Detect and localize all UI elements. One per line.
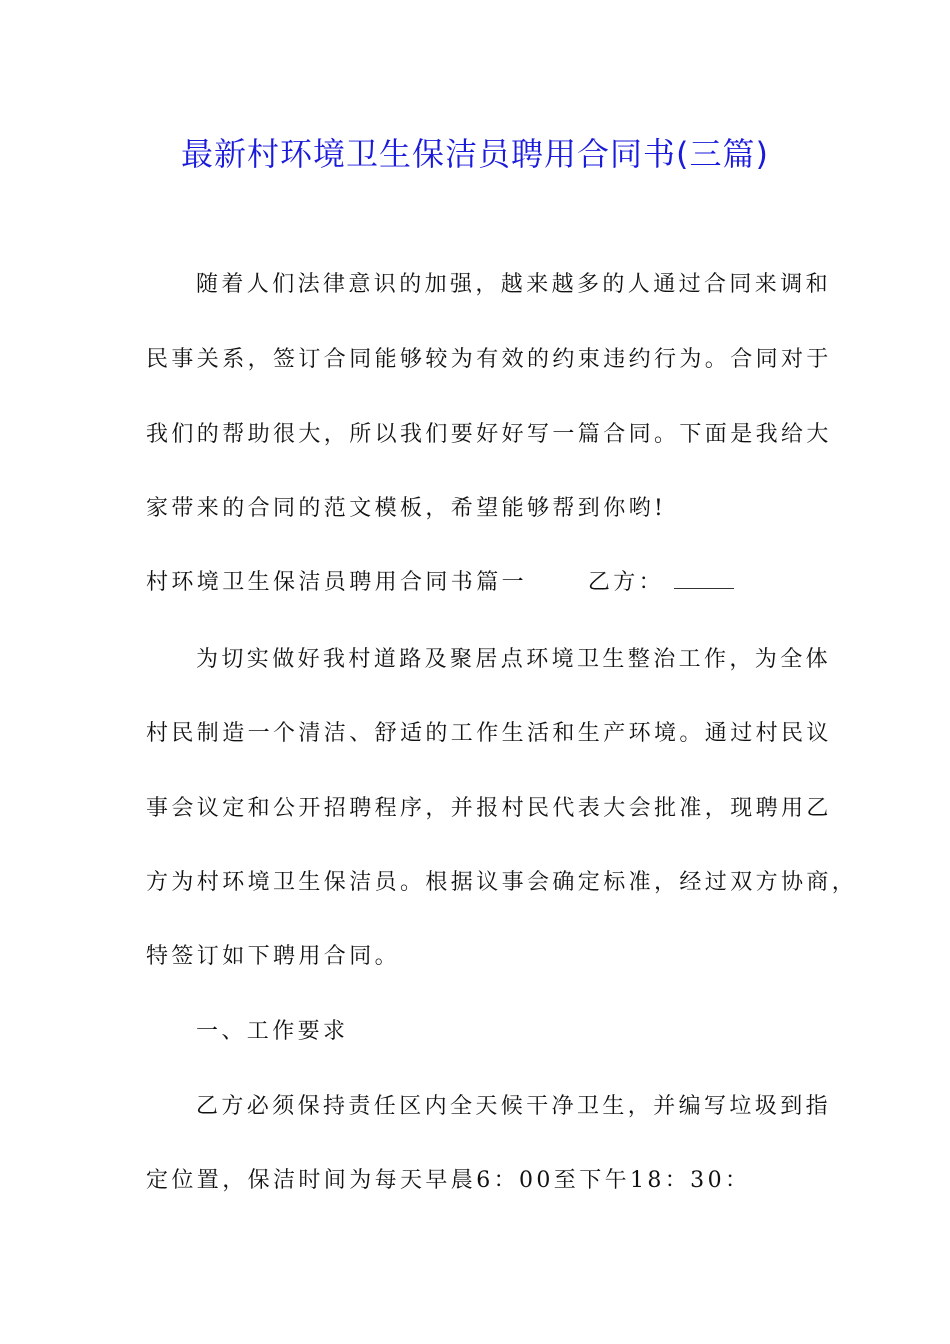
intro-line-2: 民事关系，签订合同能够较为有效的约束违约行为。合同对于 bbox=[146, 347, 832, 372]
party-b-label: 乙方： bbox=[587, 570, 665, 595]
clause-heading: 一、工作要求 bbox=[196, 1019, 349, 1044]
intro-line-3: 我们的帮助很大，所以我们要好好写一篇合同。下面是我给大 bbox=[146, 422, 832, 447]
intro-line-1: 随着人们法律意识的加强，越来越多的人通过合同来调和 bbox=[196, 272, 832, 297]
body-line-3: 事会议定和公开招聘程序，并报村民代表大会批准，现聘用乙 bbox=[146, 796, 832, 821]
intro-line-4: 家带来的合同的范文模板，希望能够帮到你哟! bbox=[146, 496, 667, 521]
document-title: 最新村环境卫生保洁员聘用合同书(三篇) bbox=[181, 135, 769, 173]
section-heading: 村环境卫生保洁员聘用合同书篇一 bbox=[146, 570, 528, 595]
body-line-2: 村民制造一个清洁、舒适的工作生活和生产环境。通过村民议 bbox=[146, 721, 832, 746]
clause-line-2: 定位置，保洁时间为每天早晨6：00至下午18：30： bbox=[146, 1168, 751, 1193]
party-b-blank bbox=[674, 570, 734, 589]
section-heading-line bbox=[146, 568, 814, 598]
clause-line-1: 乙方必须保持责任区内全天候干净卫生，并编写垃圾到指 bbox=[196, 1094, 832, 1119]
body-line-4: 方为村环境卫生保洁员。根据议事会确定标准，经过双方协商， bbox=[146, 870, 858, 895]
body-line-1: 为切实做好我村道路及聚居点环境卫生整治工作，为全体 bbox=[196, 647, 832, 672]
body-line-5: 特签订如下聘用合同。 bbox=[146, 944, 401, 969]
